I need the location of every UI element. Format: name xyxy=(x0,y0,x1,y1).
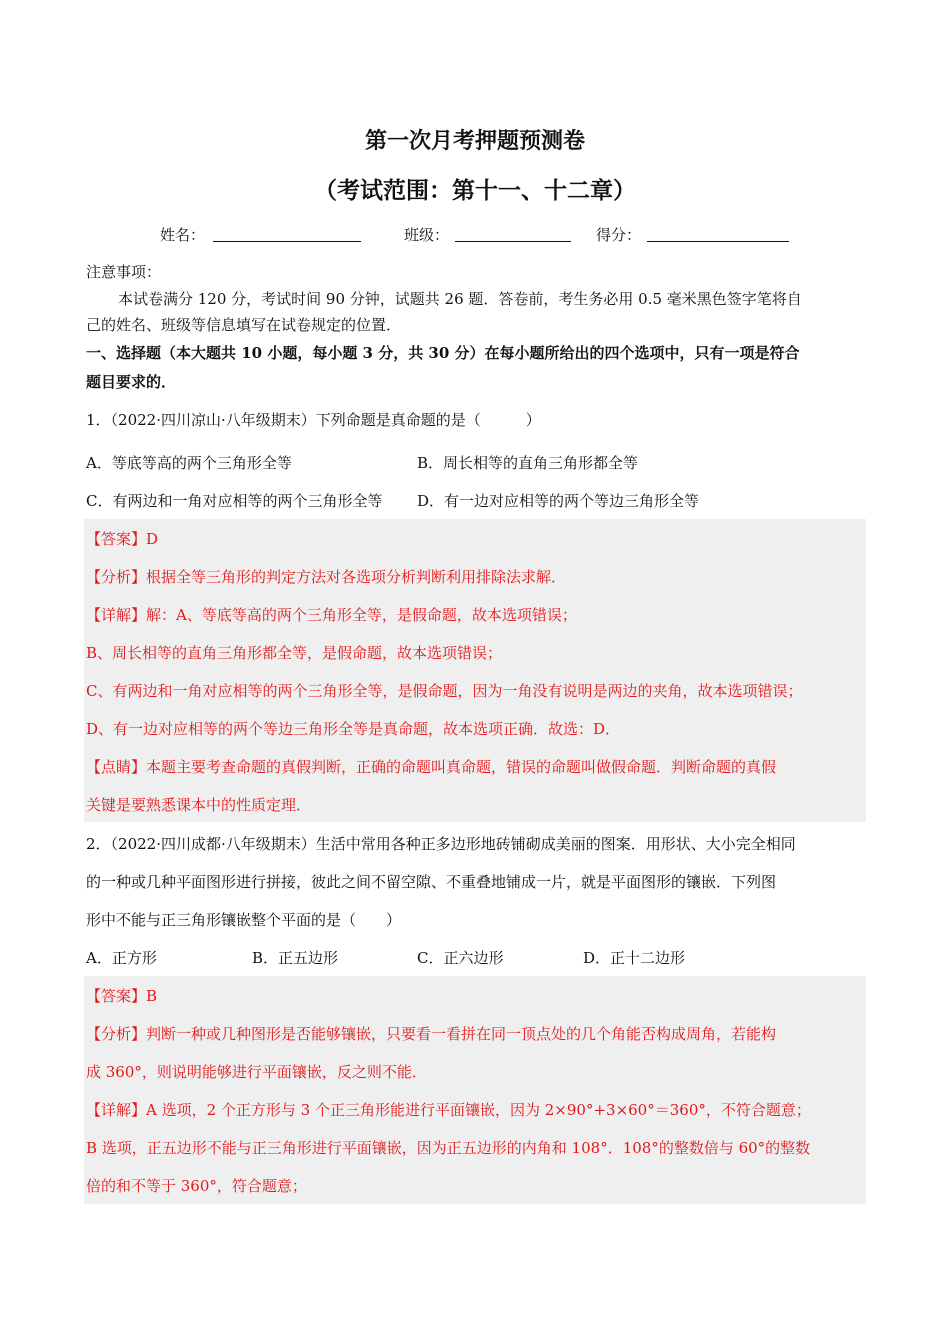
q1-option-a: A．等底等高的两个三角形全等 xyxy=(86,454,292,472)
name-field[interactable] xyxy=(213,241,361,242)
q2-option-c: C．正六边形 xyxy=(417,949,504,967)
q1-detail-1: 【详解】解：A、等底等高的两个三角形全等，是假命题，故本选项错误； xyxy=(86,606,577,624)
q2-solution-box xyxy=(84,976,866,1204)
q2-stem-1: 2．（2022·四川成都·八年级期末）生活中常用各种正多边形地砖铺砌成美丽的图案．用形状、大小完全相同 xyxy=(86,835,796,853)
q2-analysis-2: 成 360°，则说明能够进行平面镶嵌，反之则不能． xyxy=(86,1063,427,1081)
section-heading-line-2: 题目要求的． xyxy=(86,373,177,391)
q2-option-b: B．正五边形 xyxy=(252,949,339,967)
class-label: 班级： xyxy=(404,226,450,244)
q2-answer: 【答案】B xyxy=(86,987,158,1005)
page-subtitle: （考试范围：第十一、十二章） xyxy=(314,177,636,204)
q1-stem: 1．（2022·四川凉山·八年级期末）下列命题是真命题的是（ ） xyxy=(86,411,541,429)
q1-detail-3: C、有两边和一角对应相等的两个三角形全等，是假命题，因为一角没有说明是两边的夹角，故本选项错误； xyxy=(86,682,803,700)
q2-option-a: A．正方形 xyxy=(86,949,157,967)
page-title: 第一次月考押题预测卷 xyxy=(364,128,585,154)
q1-option-b: B．周长相等的直角三角形都全等 xyxy=(417,454,639,472)
q2-detail-3: 倍的和不等于 360°，符合题意； xyxy=(86,1177,307,1195)
q1-comment-1: 【点睛】本题主要考查命题的真假判断，正确的命题叫真命题，错误的命题叫做假命题．判断命题的真假 xyxy=(86,758,777,776)
q2-detail-1: 【详解】A 选项，2 个正方形与 3 个正三角形能进行平面镶嵌，因为 2×90°+3×60°＝360°，不符合题意； xyxy=(86,1101,811,1119)
q1-detail-2: B、周长相等的直角三角形都全等，是假命题，故本选项错误； xyxy=(86,644,503,662)
q1-option-d: D．有一边对应相等的两个等边三角形全等 xyxy=(417,492,700,510)
notice-line-2: 己的姓名、班级等信息填写在试卷规定的位置． xyxy=(86,316,402,334)
q1-answer: 【答案】D xyxy=(86,530,159,548)
score-field[interactable] xyxy=(647,241,789,242)
section-heading-line-1: 一、选择题（本大题共 10 小题，每小题 3 分，共 30 分）在每小题所给出的四个选项中，只有一项是符合 xyxy=(86,344,800,362)
class-field[interactable] xyxy=(455,241,571,242)
q2-detail-2: B 选项，正五边形不能与正三角形进行平面镶嵌，因为正五边形的内角和 108°．108°的整数倍与 60°的整数 xyxy=(86,1139,811,1157)
q1-detail-4: D、有一边对应相等的两个等边三角形全等是真命题，故本选项正确．故选：D． xyxy=(86,720,621,738)
q2-stem-2: 的一种或几种平面图形进行拼接，彼此之间不留空隙、不重叠地铺成一片，就是平面图形的镶嵌．下列图 xyxy=(86,873,777,891)
score-label: 得分： xyxy=(596,226,642,244)
q2-option-d: D．正十二边形 xyxy=(583,949,686,967)
notice-line-1: 本试卷满分 120 分，考试时间 90 分钟，试题共 26 题．答卷前，考生务必用 0.5 毫米黑色签字笔将自 xyxy=(118,290,802,308)
notice-heading: 注意事项： xyxy=(86,263,162,281)
q1-comment-2: 关键是要熟悉课本中的性质定理． xyxy=(86,796,312,814)
name-label: 姓名： xyxy=(160,226,206,244)
q2-stem-3: 形中不能与正三角形镶嵌整个平面的是（ ） xyxy=(86,911,402,929)
q2-analysis-1: 【分析】判断一种或几种图形是否能够镶嵌，只要看一看拼在同一顶点处的几个角能否构成周角，若能构 xyxy=(86,1025,777,1043)
q1-analysis: 【分析】根据全等三角形的判定方法对各选项分析判断利用排除法求解． xyxy=(86,568,567,586)
q1-option-c: C．有两边和一角对应相等的两个三角形全等 xyxy=(86,492,383,510)
